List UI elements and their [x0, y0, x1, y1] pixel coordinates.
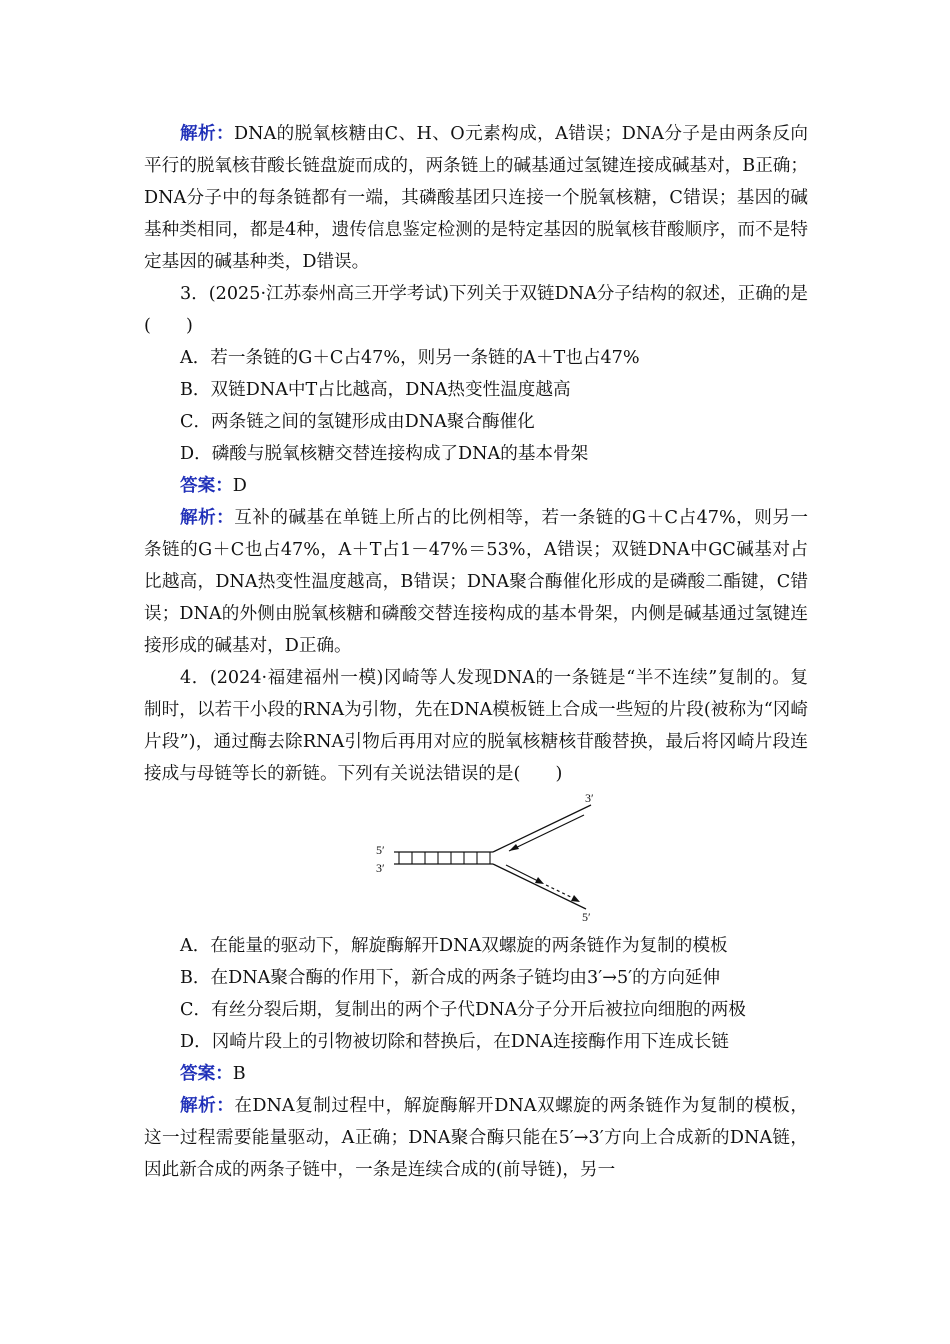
- upper-template-strand: [493, 805, 591, 852]
- q4-answer: [144, 1058, 808, 1090]
- q4-option-c: C．有丝分裂后期，复制出的两个子代DNA分子分开后被拉向细胞的两极: [180, 1000, 746, 1020]
- label-right-bottom: 5′: [582, 910, 591, 924]
- replication-fork-diagram: [372, 792, 612, 924]
- label-left-bottom: 3′: [376, 861, 385, 875]
- analysis-text: 互补的碱基在单链上所占的比例相等，若一条链的G＋C占47%，则另一条链的G＋C也占47%，A＋T占1－47%＝53%，A错误；双链DNA中GC碱基对占比越高，DNA热变性温度越高，B错误；DNA聚合酶催化形成的是磷酸二酯键，C错误；DNA的外侧由脱氧核糖和磷酸交替连接构成的基本骨架，内侧是碱基通过氢键连接形成的碱基对，D正确。: [144, 508, 808, 656]
- q3-answer: [144, 470, 808, 502]
- label-left-top: 5′: [376, 843, 385, 857]
- q4-option-d: D．冈崎片段上的引物被切除和替换后，在DNA连接酶作用下连成长链: [180, 1032, 729, 1052]
- analysis-label: 解析：: [180, 507, 235, 528]
- analysis-label: 解析：: [180, 123, 235, 144]
- answer-label: 答案：: [180, 1063, 233, 1084]
- lagging-strand-arrowhead: [509, 844, 519, 851]
- analysis-text: 在DNA复制过程中，解旋酶解开DNA双螺旋的两条链作为复制的模板，这一过程需要能量驱动，A正确；DNA聚合酶只能在5′→3′方向上合成新的DNA链，因此新合成的两条子链中，一条是连续合成的(前导链)，另一: [144, 1096, 808, 1180]
- answer-label: 答案：: [180, 475, 233, 496]
- base-pair-rungs: [399, 852, 490, 864]
- q3-analysis: [144, 502, 808, 662]
- leading-strand-arrowhead-end: [571, 895, 580, 902]
- q3-option-a: A．若一条链的G＋C占47%，则另一条链的A＋T也占47%: [180, 348, 640, 368]
- answer-value: B: [232, 1064, 246, 1084]
- q3-option-b: B．双链DNA中T占比越高，DNA热变性温度越高: [180, 380, 571, 400]
- leading-strand-solid: [506, 865, 540, 882]
- document-page: [144, 118, 808, 1186]
- replication-fork-figure: [144, 792, 808, 924]
- analysis-text: DNA的脱氧核糖由C、H、O元素构成，A错误；DNA分子是由两条反向平行的脱氧核苷酸长链盘旋而成的，两条链上的碱基通过氢键连接成碱基对，B正确；DNA分子中的每条链都有一端，其磷酸基团只连接一个脱氧核糖，C错误；基因的碱基种类相同，都是4种，遗传信息鉴定检测的是特定基因的脱氧核苷酸顺序，而不是特定基因的碱基种类，D错误。: [144, 124, 808, 272]
- lagging-strand-fragment: [509, 815, 584, 851]
- q4-analysis: [144, 1090, 808, 1186]
- q2-analysis: [144, 118, 808, 278]
- leading-strand-arrowhead: [535, 877, 544, 884]
- q3-option-c: C．两条链之间的氢键形成由DNA聚合酶催化: [180, 412, 535, 432]
- q4-stem: 4．(2024·福建福州一模)冈崎等人发现DNA的一条链是“半不连续”复制的。复制时，以若干小段的RNA为引物，先在DNA模板链上合成一些短的片段(被称为“冈崎片段”)，通过酶去除RNA引物后再用对应的脱氧核糖核苷酸替换，最后将冈崎片段连接成与母链等长的新链。下列有关说法错误的是( ): [144, 668, 808, 784]
- q4-option-b: B．在DNA聚合酶的作用下，新合成的两条子链均由3′→5′的方向延伸: [180, 968, 721, 988]
- lower-template-strand: [493, 864, 586, 909]
- q4-option-a: A．在能量的驱动下，解旋酶解开DNA双螺旋的两条链作为复制的模板: [180, 936, 728, 956]
- answer-value: D: [232, 476, 247, 496]
- q3-stem: 3．(2025·江苏泰州高三开学考试)下列关于双链DNA分子结构的叙述，正确的是( ): [144, 284, 808, 336]
- analysis-label: 解析：: [180, 1095, 235, 1116]
- label-right-top: 3′: [585, 792, 594, 805]
- q3-option-d: D．磷酸与脱氧核糖交替连接构成了DNA的基本骨架: [180, 444, 589, 464]
